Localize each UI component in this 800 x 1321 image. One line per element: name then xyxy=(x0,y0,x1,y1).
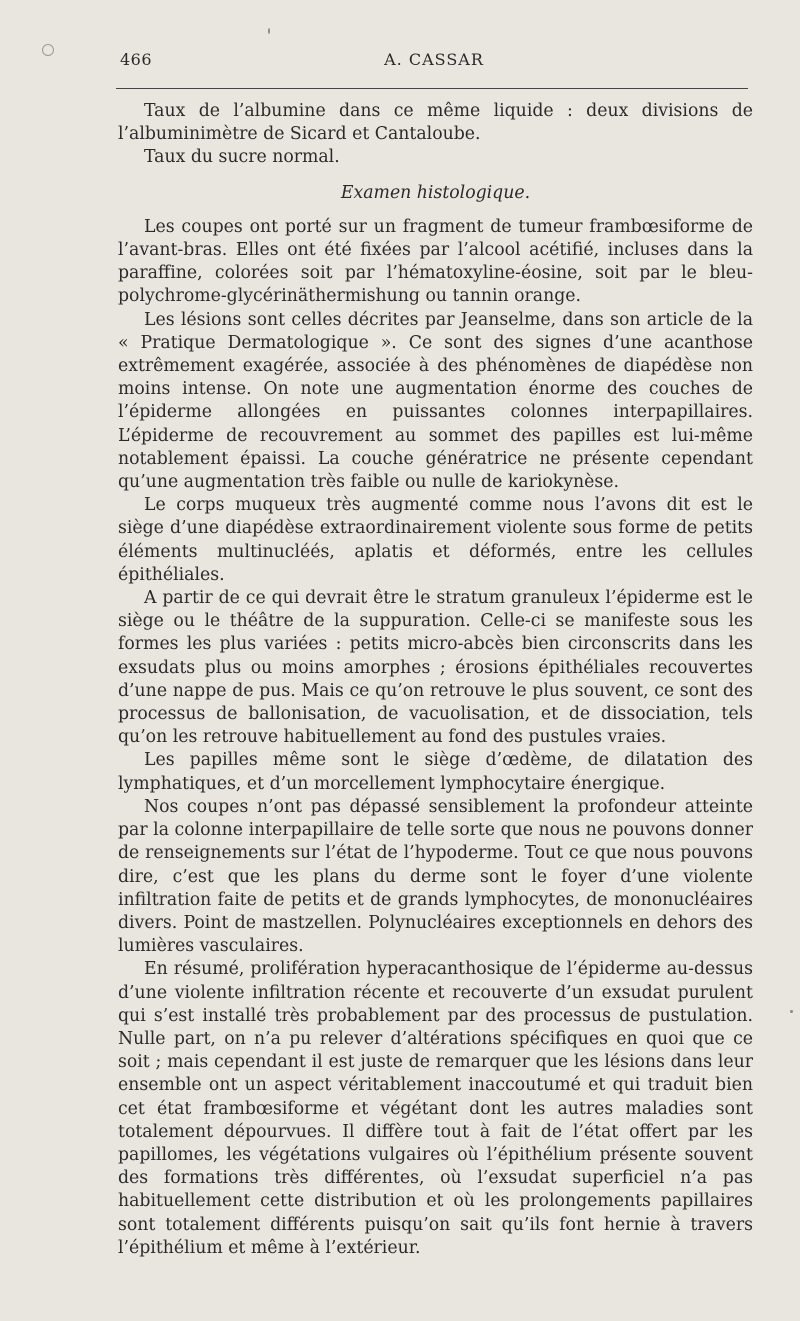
paragraph-albumin: Taux de l’albumine dans ce même liquide : deux divisions de l’albuminimètre de Sicard et Cantaloube. xyxy=(118,101,753,145)
paragraph-corps-muqueux: Le corps muqueux très augmenté comme nous l’avons dit est le siège d’une diapédèse extraordinairement violente sous forme de petits éléments multinucléés, aplatis et déformés, entre les cellules épithéliales. xyxy=(118,495,753,585)
header-rule xyxy=(116,88,748,89)
paragraph-stratum: A partir de ce qui devrait être le stratum granuleux l’épiderme est le siège ou le théâtre de la suppuration. Celle-ci se manifeste sous les formes les plus variées : petits micro-abcès bien circonscrits dans les exsudats plus ou moins amorphes ; érosions épithéliales recouvertes d’une nappe de pus. Mais ce qu’on retrouve le plus souvent, ce sont des processus de ballonisation, de vacuolisation, et de dissociation, tels qu’on les retrouve habituellement au fond des pustules vraies. xyxy=(118,588,753,748)
paragraph-papilles: Les papilles même sont le siège d’œdème, de dilatation des lymphatiques, et d’un morcellement lymphocytaire énergique. xyxy=(118,750,753,794)
section-heading: Examen histologique. xyxy=(340,182,531,203)
running-title: A. CASSAR xyxy=(384,50,484,69)
paper-speck xyxy=(268,28,270,34)
body-text xyxy=(118,100,753,1260)
paper-speck xyxy=(790,1010,793,1013)
paragraph-lesions: Les lésions sont celles décrites par Jeanselme, dans son article de la « Pratique Dermatologique ». Ce sont des signes d’une acanthose extrêmement exagérée, associée à des phénomènes de diapédèse non moins intense. On note une augmentation énorme des couches de l’épiderme allongées en puissantes colonnes interpapillaires. L’épiderme de recouvrement au sommet des papilles est lui-même notablement épaissi. La couche génératrice ne présente cependant qu’une augmentation très faible ou nulle de kariokynèse. xyxy=(118,309,753,493)
page-header xyxy=(120,50,748,84)
paragraph-resume: En résumé, prolifération hyperacanthosique de l’épiderme au-dessus d’une violente infiltration récente et recouverte d’un exsudat purulent qui s’est installé très probablement par des processus de pustulation. Nulle part, on n’a pu relever d’altérations spécifiques en quoi que ce soit ; mais cependant il est juste de remarquer que les lésions dans leur ensemble ont un aspect véritablement inaccoutumé et qui traduit bien cet état frambœsiforme et végétant dont les autres maladies sont totalement dépourvues. Il diffère tout à fait de l’état offert par les papillomes, les végétations vulgaires où l’épithélium présente souvent des formations très différentes, où l’exsudat superficiel n’a pas habituellement cette distribution et où les prolongements papillaires sont totalement différents puisqu’on sait qu’ils font hernie à travers l’épithélium et même à l’extérieur. xyxy=(118,959,753,1258)
paragraph-coupes: Les coupes ont porté sur un fragment de tumeur frambœsiforme de l’avant-bras. Elles ont été fixées par l’alcool acétifié, incluses dans la paraffine, colorées soit par l’hématoxyline-éosine, soit par le bleu-polychrome-glycérinäthermishung ou tannin orange. xyxy=(118,216,753,307)
page-number: 466 xyxy=(120,50,153,69)
paragraph-coupes-profondeur: Nos coupes n’ont pas dépassé sensiblement la profondeur atteinte par la colonne interpapillaire de telle sorte que nous ne pouvons donner de renseignements sur l’état de l’hypoderme. Tout ce que nous pouvons dire, c’est que les plans du derme sont le foyer d’une violente infiltration faite de petits et de grands lymphocytes, de mononucléaires divers. Point de mastzellen. Polynucléaires exceptionnels en dehors des lumières vasculaires. xyxy=(118,796,753,957)
paragraph-sugar: Taux du sucre normal. xyxy=(144,147,340,168)
paper-speck xyxy=(42,44,54,56)
